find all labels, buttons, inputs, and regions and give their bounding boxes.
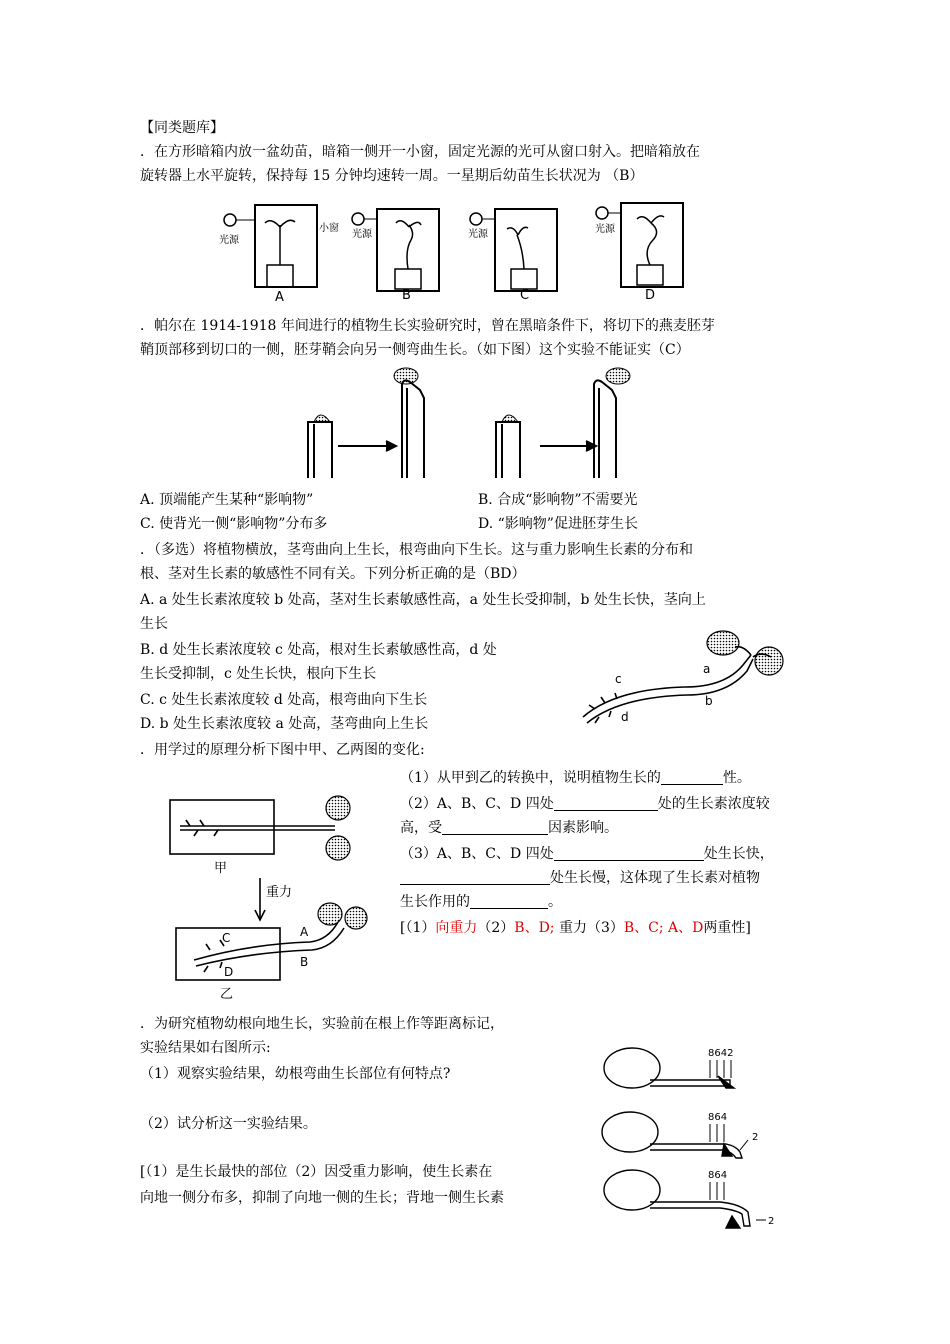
q1-fig-label-d: D <box>645 288 656 303</box>
q5-part2: （2）试分析这一实验结果。 <box>140 1116 317 1132</box>
q4-part2-line2: 高，受 因素影响。 <box>400 820 618 836</box>
q3-figure <box>575 625 790 730</box>
q4-fig-c: C <box>222 931 231 945</box>
q5-fig-marks: 864 <box>708 1112 728 1123</box>
q1-fig-label-a: A <box>275 290 284 305</box>
q5-line1: ．为研究植物幼根向地生长，实验前在根上作等距离标记， <box>140 1016 504 1032</box>
q3-option-d: D. b 处生长素浓度较 a 处高，茎弯曲向上生长 <box>140 716 429 732</box>
q1-fig-label-b: B <box>402 288 411 303</box>
q1-light-label: 光源 <box>219 235 239 246</box>
q2-line1: ．帕尔在 1914-1918 年间进行的植物生长实验研究时，曾在黑暗条件下，将切下的燕麦胚芽 <box>140 318 715 334</box>
q2-option-c: C. 使背光一侧“影响物”分布多 <box>140 516 328 532</box>
q4-fig-yi: 乙 <box>220 987 234 1002</box>
q1-figure <box>215 195 715 305</box>
q1-line1: ．在方形暗箱内放一盆幼苗，暗箱一侧开一小窗，固定光源的光可从窗口射入。把暗箱放在 <box>140 144 700 160</box>
q4-part3-line2: 处生长慢，这体现了生长素对植物 <box>400 866 760 890</box>
q3-fig-label-a: a <box>703 662 711 676</box>
q4-fig-b: B <box>300 955 309 969</box>
q2-option-a: A. 顶端能产生某种“影响物” <box>140 492 314 508</box>
q5-answer-line2: 向地一侧分布多，抑制了向地一侧的生长；背地一侧生长素 <box>140 1190 504 1206</box>
q3-fig-label-d: d <box>621 710 629 724</box>
q3-fig-label-b: b <box>705 694 713 708</box>
q4-fig-a: A <box>300 925 309 939</box>
q5-fig-marks: 8642 <box>708 1048 734 1059</box>
q3-fig-label-c: c <box>615 672 622 686</box>
q5-figure <box>600 1040 790 1240</box>
q1-window-label: 小窗 <box>319 223 339 234</box>
q3-option-a2: 生长 <box>140 616 168 632</box>
q4-fig-gravity: 重力 <box>266 885 293 900</box>
q3-option-b2: 生长受抑制，c 处生长快，根向下生长 <box>140 666 377 682</box>
q5-answer-line1: [（1）是生长最快的部位（2）因受重力影响，使生长素在 <box>140 1164 493 1180</box>
q3-line2: 根、茎对生长素的敏感性不同有关。下列分析正确的是（BD） <box>140 566 526 582</box>
q3-option-b1: B. d 处生长素浓度较 c 处高，根对生长素敏感性高，d 处 <box>140 642 497 658</box>
q1-light-label: 光源 <box>468 229 488 240</box>
q4-part3-line1: （3）A、B、C、D 四处 处生长快， <box>400 846 774 862</box>
q2-line2: 鞘顶部移到切口的一侧，胚芽鞘会向另一侧弯曲生长。（如下图）这个实验不能证实（C） <box>140 342 690 358</box>
q4-figure <box>160 790 380 1000</box>
q3-option-a1: A. a 处生长素浓度较 b 处高，茎对生长素敏感性高，a 处生长受抑制，b 处生长快，茎向上 <box>140 592 706 608</box>
q4-fig-d: D <box>224 965 234 979</box>
q4-fig-jia: 甲 <box>214 861 228 876</box>
q2-option-d: D. “影响物”促进胚芽生长 <box>478 516 638 532</box>
q1-light-label: 光源 <box>595 224 615 235</box>
q2-figure <box>300 368 650 483</box>
q4-part2-line1: （2）A、B、C、D 四处 处的生长素浓度较 <box>400 796 770 812</box>
q5-line2: 实验结果如右图所示: <box>140 1040 271 1056</box>
q5-part1: （1）观察实验结果，幼根弯曲生长部位有何特点? <box>140 1066 451 1082</box>
q1-light-label: 光源 <box>352 229 372 240</box>
q4-part3-line3: 生长作用的 。 <box>400 894 562 910</box>
q3-line1: ．（多选）将植物横放，茎弯曲向上生长，根弯曲向下生长。这与重力影响生长素的分布和 <box>140 542 693 558</box>
q1-line2: 旋转器上水平旋转，保持每 15 分钟均速转一周。一星期后幼苗生长状况为 （B） <box>140 168 644 184</box>
q1-fig-label-c: C <box>520 288 530 303</box>
q4-intro: ．用学过的原理分析下图中甲、乙两图的变化: <box>140 742 425 758</box>
q5-fig-two: 2 <box>752 1132 759 1143</box>
q2-option-b: B. 合成“影响物”不需要光 <box>478 492 638 508</box>
q3-option-c: C. c 处生长素浓度较 d 处高，根弯曲向下生长 <box>140 692 428 708</box>
section-heading: 【同类题库】 <box>140 120 224 136</box>
q4-answer: [（1）向重力（2）B、D; 重力（3）B、C; A、D两重性] <box>400 920 751 936</box>
q5-fig-marks: 864 <box>708 1170 728 1181</box>
q4-part1: （1）从甲到乙的转换中，说明植物生长的 性。 <box>400 770 751 786</box>
q5-fig-two: 2 <box>768 1216 775 1227</box>
